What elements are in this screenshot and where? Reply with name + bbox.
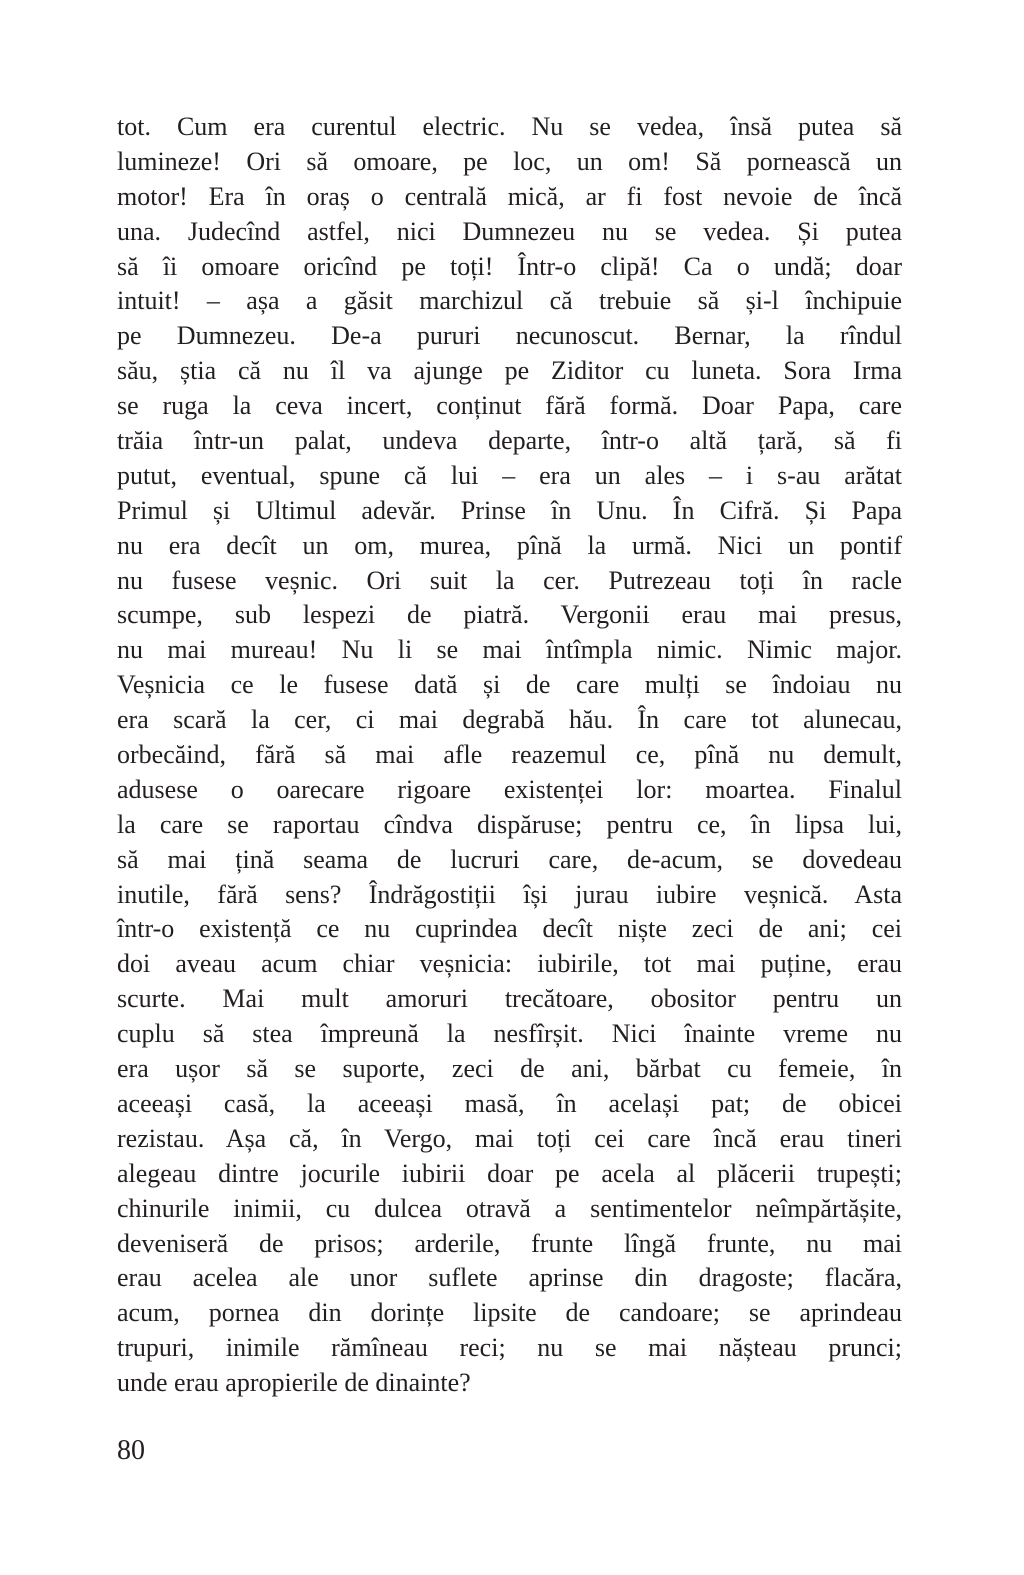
text-line-last: unde erau apropierile de dinainte? (117, 1368, 471, 1398)
text-line: nu fusese veșnic. Ori suit la cer. Putrezeau toți în racle (117, 565, 902, 595)
text-line: trupuri, inimile rămîneau reci; nu se mai nășteau prunci; (117, 1333, 902, 1363)
body-text (117, 110, 902, 1401)
text-line: scumpe, sub lespezi de piatră. Vergonii erau mai presus, (117, 600, 902, 630)
text-line: aceeași casă, la aceeași masă, în același pat; de obicei (117, 1088, 902, 1118)
text-line: să mai țină seama de lucruri care, de-acum, se dovedeau (117, 844, 902, 874)
text-line: erau acelea ale unor suflete aprinse din dragoste; flacăra, (117, 1263, 902, 1293)
text-line: inutile, fără sens? Îndrăgostiții își jurau iubire veșnică. Asta (117, 879, 902, 909)
text-line: la care se raportau cîndva dispăruse; pentru ce, în lipsa lui, (117, 809, 902, 839)
text-line: alegeau dintre jocurile iubirii doar pe acela al plăcerii trupești; (117, 1158, 902, 1188)
text-line: intuit! – așa a găsit marchizul că trebuie să și-l închipuie (117, 286, 902, 316)
text-line: orbecăind, fără să mai afle reazemul ce, pînă nu demult, (117, 740, 902, 770)
text-line: acum, pornea din dorințe lipsite de candoare; se aprindeau (117, 1298, 902, 1328)
text-line: una. Judecînd astfel, nici Dumnezeu nu se vedea. Și putea (117, 216, 902, 246)
text-line: doi aveau acum chiar veșnicia: iubirile, tot mai puține, erau (117, 949, 902, 979)
text-line: său, știa că nu îl va ajunge pe Ziditor cu luneta. Sora Irma (117, 356, 902, 386)
text-line: putut, eventual, spune că lui – era un ales – i s-au arătat (117, 460, 902, 490)
text-line: într-o existență ce nu cuprindea decît niște zeci de ani; cei (117, 914, 902, 944)
text-line: să îi omoare oricînd pe toți! Într-o clipă! Ca o undă; doar (117, 251, 902, 281)
text-line: trăia într-un palat, undeva departe, într-o altă țară, să fi (117, 426, 902, 456)
text-line: era scară la cer, ci mai degrabă hău. În care tot alunecau, (117, 705, 902, 735)
text-line: scurte. Mai mult amoruri trecătoare, obositor pentru un (117, 984, 902, 1014)
text-line: adusese o oarecare rigoare existenței lor: moartea. Finalul (117, 774, 902, 804)
page-number: 80 (117, 1435, 145, 1466)
text-line: deveniseră de prisos; arderile, frunte lîngă frunte, nu mai (117, 1228, 902, 1258)
text-line: nu era decît un om, murea, pînă la urmă. Nici un pontif (117, 530, 902, 560)
text-line: nu mai mureau! Nu li se mai întîmpla nimic. Nimic major. (117, 635, 902, 665)
text-line: Veșnicia ce le fusese dată și de care mulți se îndoiau nu (117, 670, 902, 700)
text-line: pe Dumnezeu. De-a pururi necunoscut. Bernar, la rîndul (117, 321, 902, 351)
text-line: Primul și Ultimul adevăr. Prinse în Unu. În Cifră. Și Papa (117, 495, 902, 525)
text-line: chinurile inimii, cu dulcea otravă a sentimentelor neîmpărtășite, (117, 1193, 902, 1223)
text-line: se ruga la ceva incert, conținut fără formă. Doar Papa, care (117, 391, 902, 421)
text-line: cuplu să stea împreună la nesfîrșit. Nici înainte vreme nu (117, 1019, 902, 1049)
text-line: lumineze! Ori să omoare, pe loc, un om! Să pornească un (117, 146, 902, 176)
text-line: rezistau. Așa că, în Vergo, mai toți cei care încă erau tineri (117, 1123, 902, 1153)
text-line: tot. Cum era curentul electric. Nu se vedea, însă putea să (117, 112, 902, 141)
text-line: motor! Era în oraș o centrală mică, ar fi fost nevoie de încă (117, 181, 902, 211)
text-line: era ușor să se suporte, zeci de ani, bărbat cu femeie, în (117, 1054, 902, 1084)
